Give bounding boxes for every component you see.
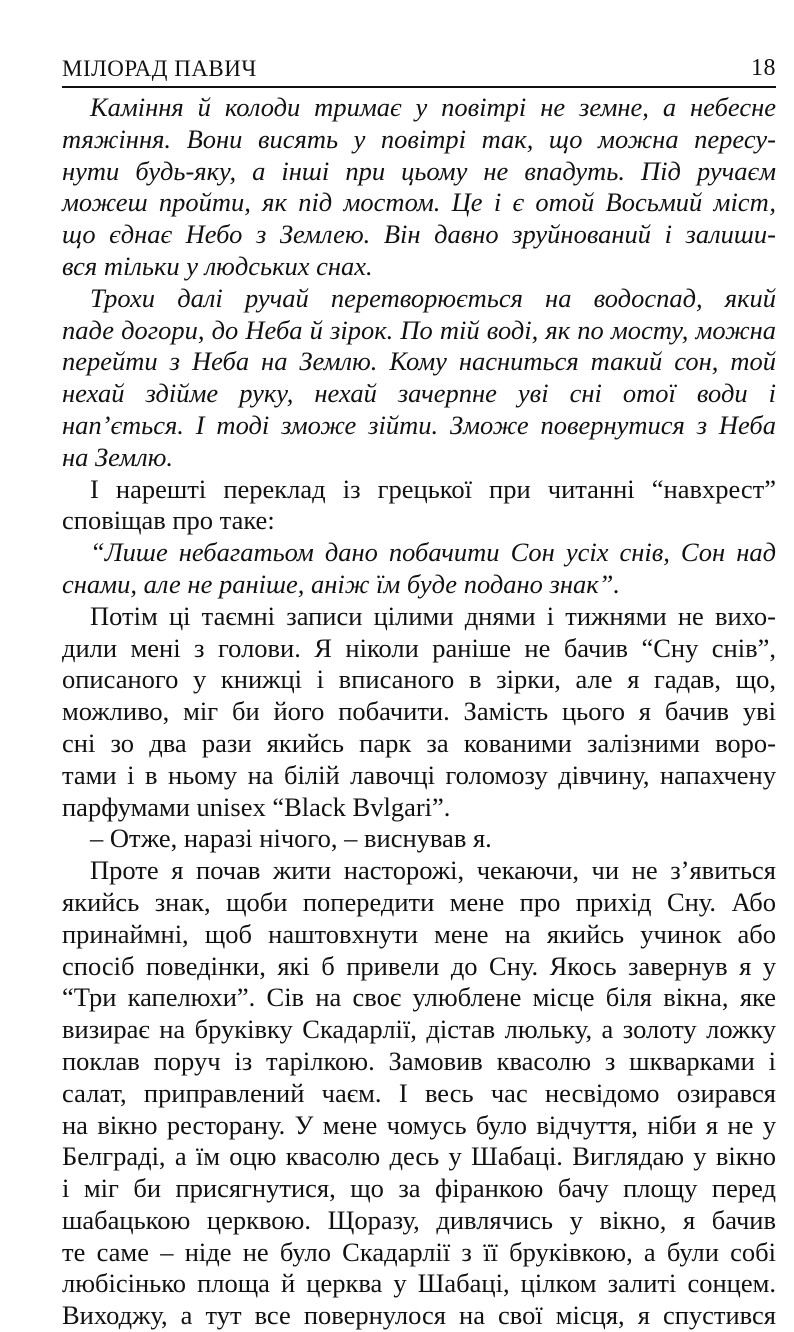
text-line: на Землю.: [62, 441, 174, 472]
text-line: – Отже, наразі нічого, – виснував я.: [90, 823, 492, 854]
author-name: МІЛОРАД ПАВИЧ: [62, 56, 257, 81]
text-line: Проте я почав жити насторожі, чекаючи, чи не з’явиться: [90, 855, 776, 886]
text-line: що єднає Небо з Землею. Він давно зруйнований і залиши-: [62, 219, 776, 250]
text-line: вся тільки у людських снах.: [62, 250, 373, 281]
text-line: і міг би присягнутися, що за фіранкою бачу площу перед: [62, 1173, 776, 1204]
text-line: шабацькою церквою. Щоразу, дивлячись у вікно, я бачив: [62, 1204, 776, 1235]
text-line: принаймні, щоб наштовхнути мене на якийсь учинок або: [62, 918, 776, 949]
text-line: можеш пройти, як під мостом. Це і є отой Восьмий міст,: [62, 187, 776, 218]
text-line: Каміння й колоди тримає у повітрі не земне, а небесне: [90, 92, 776, 122]
text-line: те саме – ніде не було Скадарлії з її бруківкою, а були собі: [62, 1236, 776, 1267]
text-line: нехай здійме руку, нехай зачерпне уві сні отої води і: [62, 378, 776, 409]
text-line: парфумами unisex “Black Bvlgari”.: [62, 791, 451, 822]
text-line: Трохи далі ручай перетворюється на водоспад, який: [90, 282, 776, 313]
text-line: тяжіння. Вони висять у повітрі так, що можна пересу-: [62, 123, 776, 154]
text-line: спосіб поведінки, які б привели до Сну. Якось завернув я у: [62, 950, 776, 981]
page-number: 18: [751, 55, 776, 81]
running-header: [62, 48, 776, 88]
text-line: І нарешті переклад із грецької при читанні “навхрест”: [90, 473, 776, 504]
text-line: поклав поруч із тарілкою. Замовив квасолю з шкварками і: [62, 1045, 776, 1076]
text-line: дили мені з голови. Я ніколи раніше не бачив “Сну снів”,: [62, 632, 776, 663]
text-line: Белграді, а їм оцю квасолю десь у Шабаці. Виглядаю у вікно: [62, 1141, 776, 1172]
text-line: можливо, міг би його побачити. Замість цього я бачив уві: [62, 696, 776, 727]
text-line: тами і в ньому на білій лавочці голомозу дівчину, напахчену: [62, 759, 776, 790]
text-line: снами, але не раніше, аніж їм буде подано знак”.: [62, 568, 621, 599]
text-line: салат, приправлений чаєм. І весь час несвідомо озирався: [62, 1077, 776, 1108]
text-line: перейти з Неба на Землю. Кому насниться такий сон, той: [62, 346, 776, 377]
text-line: нути будь-яку, а інші при цьому не впадуть. Під ручаєм: [62, 155, 776, 186]
text-line: “Лише небагатьом дано побачити Сон усіх снів, Сон над: [90, 537, 776, 568]
text-line: на вікно ресторану. У мене чомусь було відчуття, ніби я не у: [62, 1109, 776, 1140]
text-line: якийсь знак, щоби попередити мене про прихід Сну. Або: [62, 886, 776, 917]
text-line: сповіщав про таке:: [62, 505, 275, 536]
book-page: [62, 48, 776, 1332]
text-line: любісінько площа й церква у Шабаці, цілком залиті сонцем.: [62, 1268, 776, 1299]
text-line: визирає на бруківку Скадарлії, дістав люльку, а золоту ложку: [62, 1014, 776, 1045]
text-line: нап’ється. І тоді зможе зійти. Зможе повернутися з Неба: [62, 409, 776, 440]
text-line: сні зо два рази якийсь парк за кованими залізними воро-: [62, 727, 776, 758]
text-line: Виходжу, а тут все повернулося на свої місця, я спустився: [62, 1300, 776, 1331]
text-line: Потім ці таємні записи цілими днями і тижнями не вихо-: [90, 600, 776, 631]
text-line: “Три капелюхи”. Сів на своє улюблене місце біля вікна, яке: [62, 982, 776, 1013]
text-line: паде догори, до Неба й зірок. По тій воді, як по мосту, можна: [62, 314, 776, 345]
page-text: [62, 92, 776, 1332]
text-line: описаного у книжці і вписаного в зірки, але я гадав, що,: [62, 664, 776, 695]
